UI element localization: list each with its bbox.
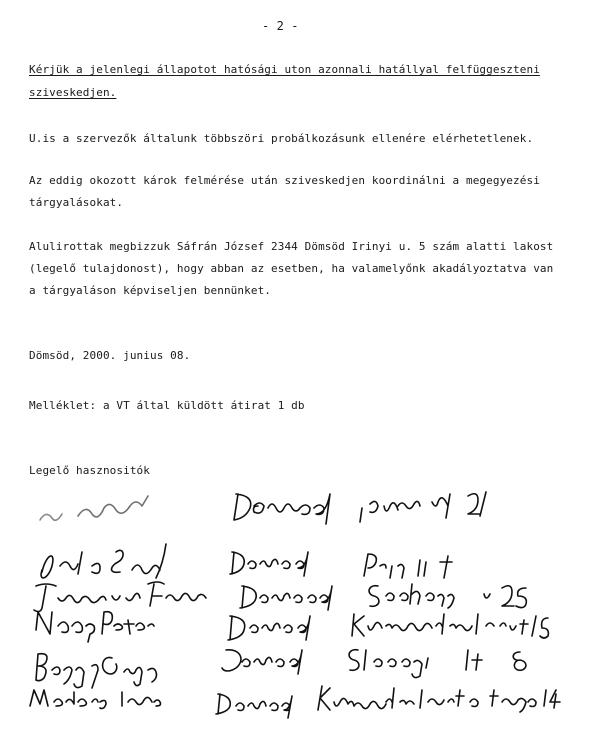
damages-line-2: tárgyalásokat. xyxy=(29,196,124,209)
page-number: - 2 - xyxy=(262,19,299,33)
authorization-line-2: (legelő tulajdonost), hogy abban az esetben, ha valamelyőnk akadályoztatva van xyxy=(29,262,554,275)
signature-block xyxy=(0,480,600,730)
place-date: Dömsöd, 2000. junius 08. xyxy=(29,349,191,362)
damages-line-1: Az eddig okozott károk felmérése után sziveskedjen koordinálni a megegyezési xyxy=(29,174,540,187)
handwritten-signatures xyxy=(0,480,600,730)
request-line-2: sziveskedjen. xyxy=(29,86,117,99)
note-paragraph: U.is a szervezők általunk többszöri probálkozásunk ellenére elérhetetlenek. xyxy=(29,132,534,145)
attachment-line: Melléklet: a VT által küldött átirat 1 db xyxy=(29,399,305,412)
signatories-heading: Legelő hasznositók xyxy=(29,464,151,477)
request-line-1: Kérjük a jelenlegi állapotot hatósági uton azonnali hatállyal felfüggeszteni xyxy=(29,63,540,76)
authorization-line-1: Alulirottak megbizzuk Sáfrán József 2344 Dömsöd Irinyi u. 5 szám alatti lakost xyxy=(29,240,554,253)
authorization-line-3: a tárgyaláson képviseljen bennünket. xyxy=(29,284,272,297)
